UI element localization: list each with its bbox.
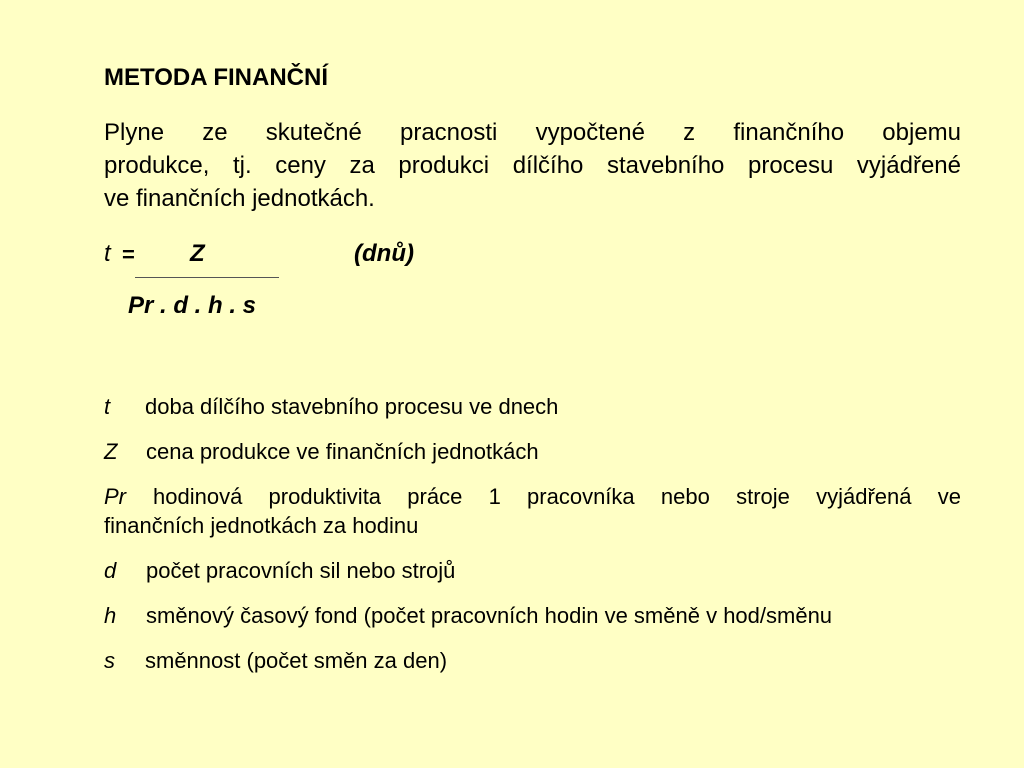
definition-text: cena produkce ve finančních jednotkách: [146, 439, 539, 464]
intro-paragraph: [104, 116, 961, 215]
formula-unit: (dnů): [354, 240, 414, 267]
formula: [104, 240, 504, 330]
definitions-list: [104, 392, 961, 691]
definition-d: [104, 556, 961, 585]
intro-line-2: produkce, tj. ceny za produkci dílčího stavebního procesu vyjádřené: [104, 152, 961, 179]
definition-h: [104, 601, 961, 630]
definition-text-line-1: hodinová produktivita práce 1 pracovníka nebo stroje vyjádřená ve: [153, 484, 961, 509]
definition-pr: [104, 482, 961, 540]
definition-pr-line-1: [104, 482, 961, 511]
definition-text: doba dílčího stavebního procesu ve dnech: [145, 394, 559, 419]
slide-title: METODA FINANČNÍ: [104, 64, 328, 91]
definition-symbol: t: [104, 394, 111, 419]
definition-symbol: s: [104, 648, 115, 673]
definition-symbol: Z: [104, 439, 118, 464]
formula-lhs: t: [104, 240, 111, 267]
definition-symbol: Pr: [104, 484, 126, 509]
formula-denominator: Pr . d . h . s: [128, 292, 257, 319]
definition-text-line-2: finančních jednotkách za hodinu: [104, 513, 419, 538]
formula-numerator: Z: [190, 240, 205, 267]
definition-t: [104, 392, 961, 421]
fraction-bar: [135, 277, 279, 278]
definition-symbol: d: [104, 558, 117, 583]
definition-symbol: h: [104, 603, 117, 628]
definition-z: [104, 437, 961, 466]
intro-line-3: ve finančních jednotkách.: [104, 185, 375, 212]
definition-text: směnový časový fond (počet pracovních hodin ve směně v hod/směnu: [146, 603, 833, 628]
definition-text: směnnost (počet směn za den): [145, 648, 448, 673]
formula-equals: =: [122, 242, 135, 267]
definition-text: počet pracovních sil nebo strojů: [146, 558, 456, 583]
intro-line-1: Plyne ze skutečné pracnosti vypočtené z finančního objemu: [104, 119, 961, 146]
definition-s: [104, 646, 961, 675]
